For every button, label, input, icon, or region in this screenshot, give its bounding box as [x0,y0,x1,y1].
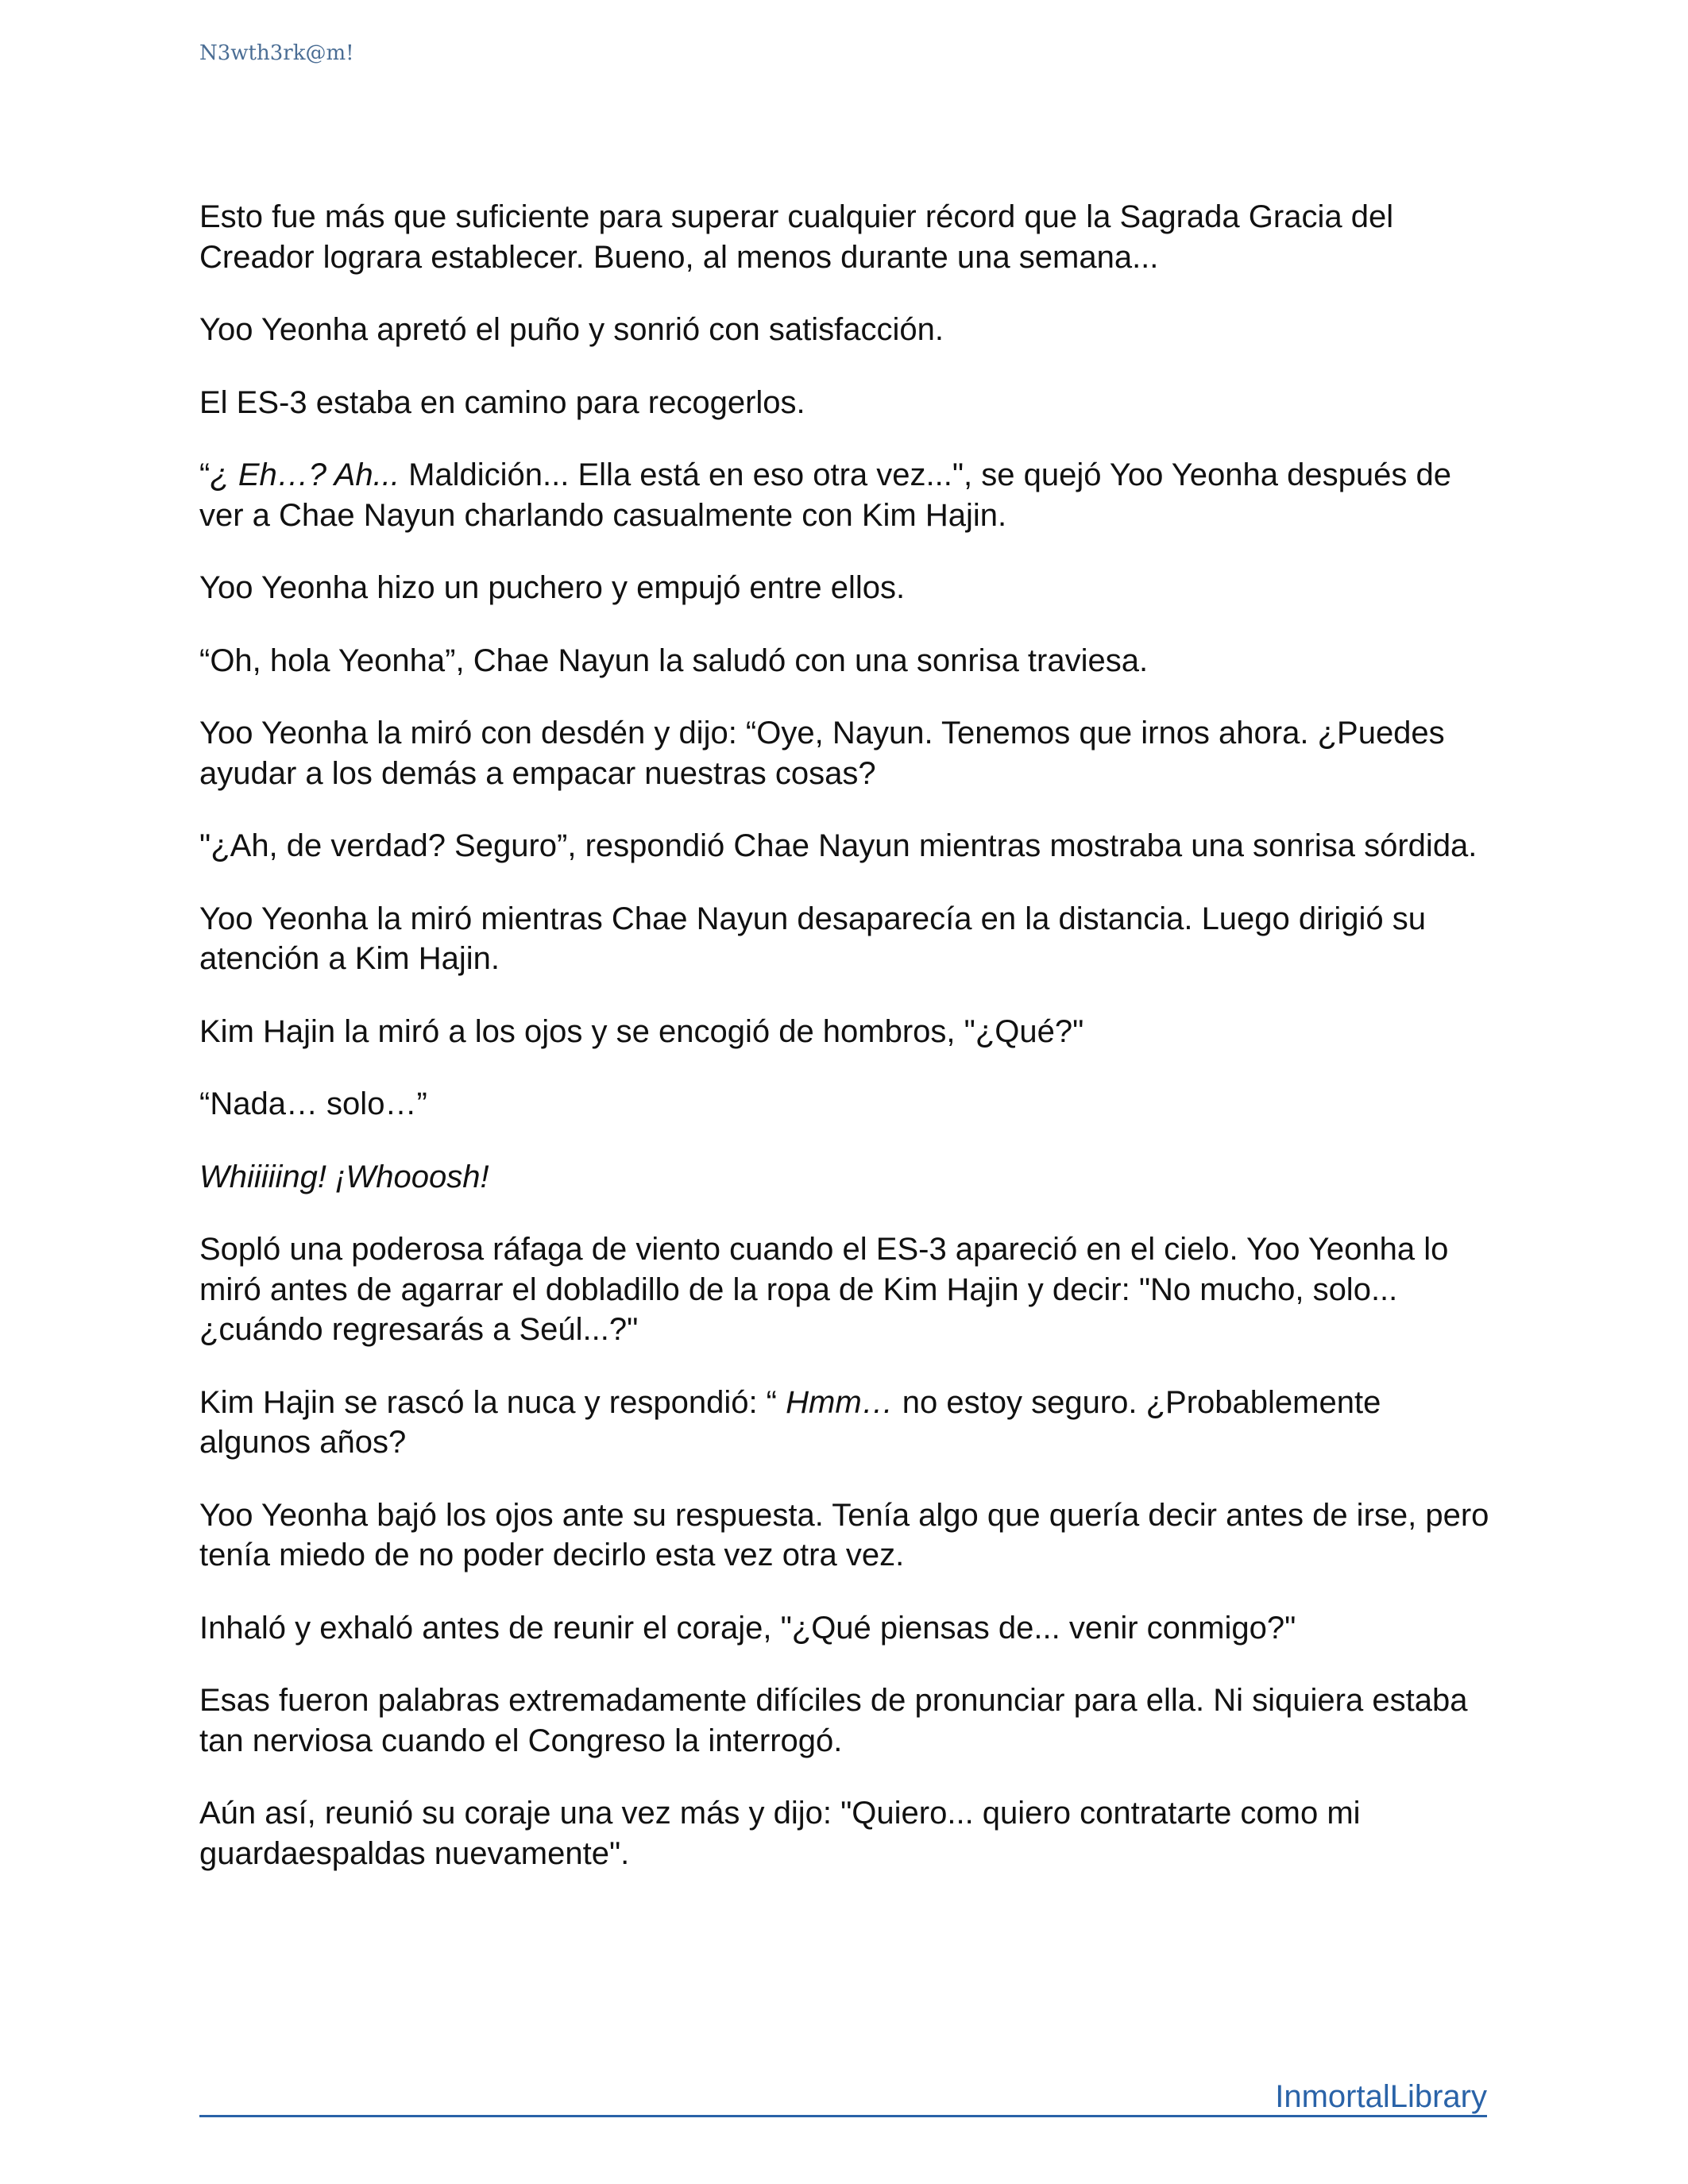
sound-effect: Whiiiiing! ¡Whooosh! [199,1159,489,1194]
paragraph: Esto fue más que suficiente para superar cualquier récord que la Sagrada Gracia del Creador lograra establecer. Bueno, al menos durante una semana... [199,199,1394,275]
paragraph-start: Kim Hajin se rascó la nuca y respondió: “ [199,1384,786,1420]
quote-open: “ [199,457,211,492]
paragraph: Yoo Yeonha hizo un puchero y empujó entre ellos. [199,570,906,605]
italic-phrase: ¿ Eh…? Ah... [210,457,400,492]
header-watermark: N3wth3rk@m! [199,41,354,65]
paragraph: Aún así, reunió su coraje una vez más y dijo: "Quiero... quiero contratarte como mi guardaespaldas nuevamente". [199,1796,1361,1871]
footer-divider [199,2115,1487,2117]
paragraph: Esas fueron palabras extremadamente difíciles de pronunciar para ella. Ni siquiera estaba tan nerviosa cuando el Congreso la interrogó. [199,1683,1468,1758]
paragraph-rest: no estoy seguro. ¿Probablemente algunos años? [199,1384,1381,1460]
paragraph-rest: Maldición... Ella está en eso otra vez...", se quejó Yoo Yeonha después de ver a Chae Nayun charlando casualmente con Kim Hajin. [199,457,1451,533]
paragraph: Sopló una poderosa ráfaga de viento cuando el ES-3 apareció en el cielo. Yoo Yeonha lo miró antes de agarrar el dobladillo de la ropa de Kim Hajin y decir: "No mucho, solo... ¿cuándo regresarás a Seúl...?" [199,1232,1449,1347]
paragraph: “Nada… solo…” [199,1086,427,1121]
paragraph: El ES-3 estaba en camino para recogerlos. [199,384,805,420]
paragraph: Kim Hajin la miró a los ojos y se encogió de hombros, "¿Qué?" [199,1013,1084,1049]
paragraph: Yoo Yeonha la miró mientras Chae Nayun desaparecía en la distancia. Luego dirigió su atención a Kim Hajin. [199,901,1426,976]
paragraph: “Oh, hola Yeonha”, Chae Nayun la saludó con una sonrisa traviesa. [199,642,1149,678]
footer-site-link[interactable]: InmortalLibrary [1275,2079,1487,2114]
paragraph-italic [199,1157,1494,1198]
document-body [199,197,1494,1906]
paragraph [199,1383,1494,1463]
paragraph: "¿Ah, de verdad? Seguro”, respondió Chae Nayun mientras mostraba una sonrisa sórdida. [199,828,1477,863]
italic-phrase: Hmm… [786,1384,894,1420]
paragraph: Yoo Yeonha apretó el puño y sonrió con satisfacción. [199,312,944,347]
paragraph: Inhaló y exhaló antes de reunir el coraje, "¿Qué piensas de... venir conmigo?" [199,1610,1296,1646]
paragraph: Yoo Yeonha la miró con desdén y dijo: “Oye, Nayun. Tenemos que irnos ahora. ¿Puedes ayudar a los demás a empacar nuestras cosas? [199,716,1445,791]
paragraph: Yoo Yeonha bajó los ojos ante su respuesta. Tenía algo que quería decir antes de irse, pero tenía miedo de no poder decirlo esta vez otra vez. [199,1497,1489,1572]
paragraph [199,455,1494,535]
